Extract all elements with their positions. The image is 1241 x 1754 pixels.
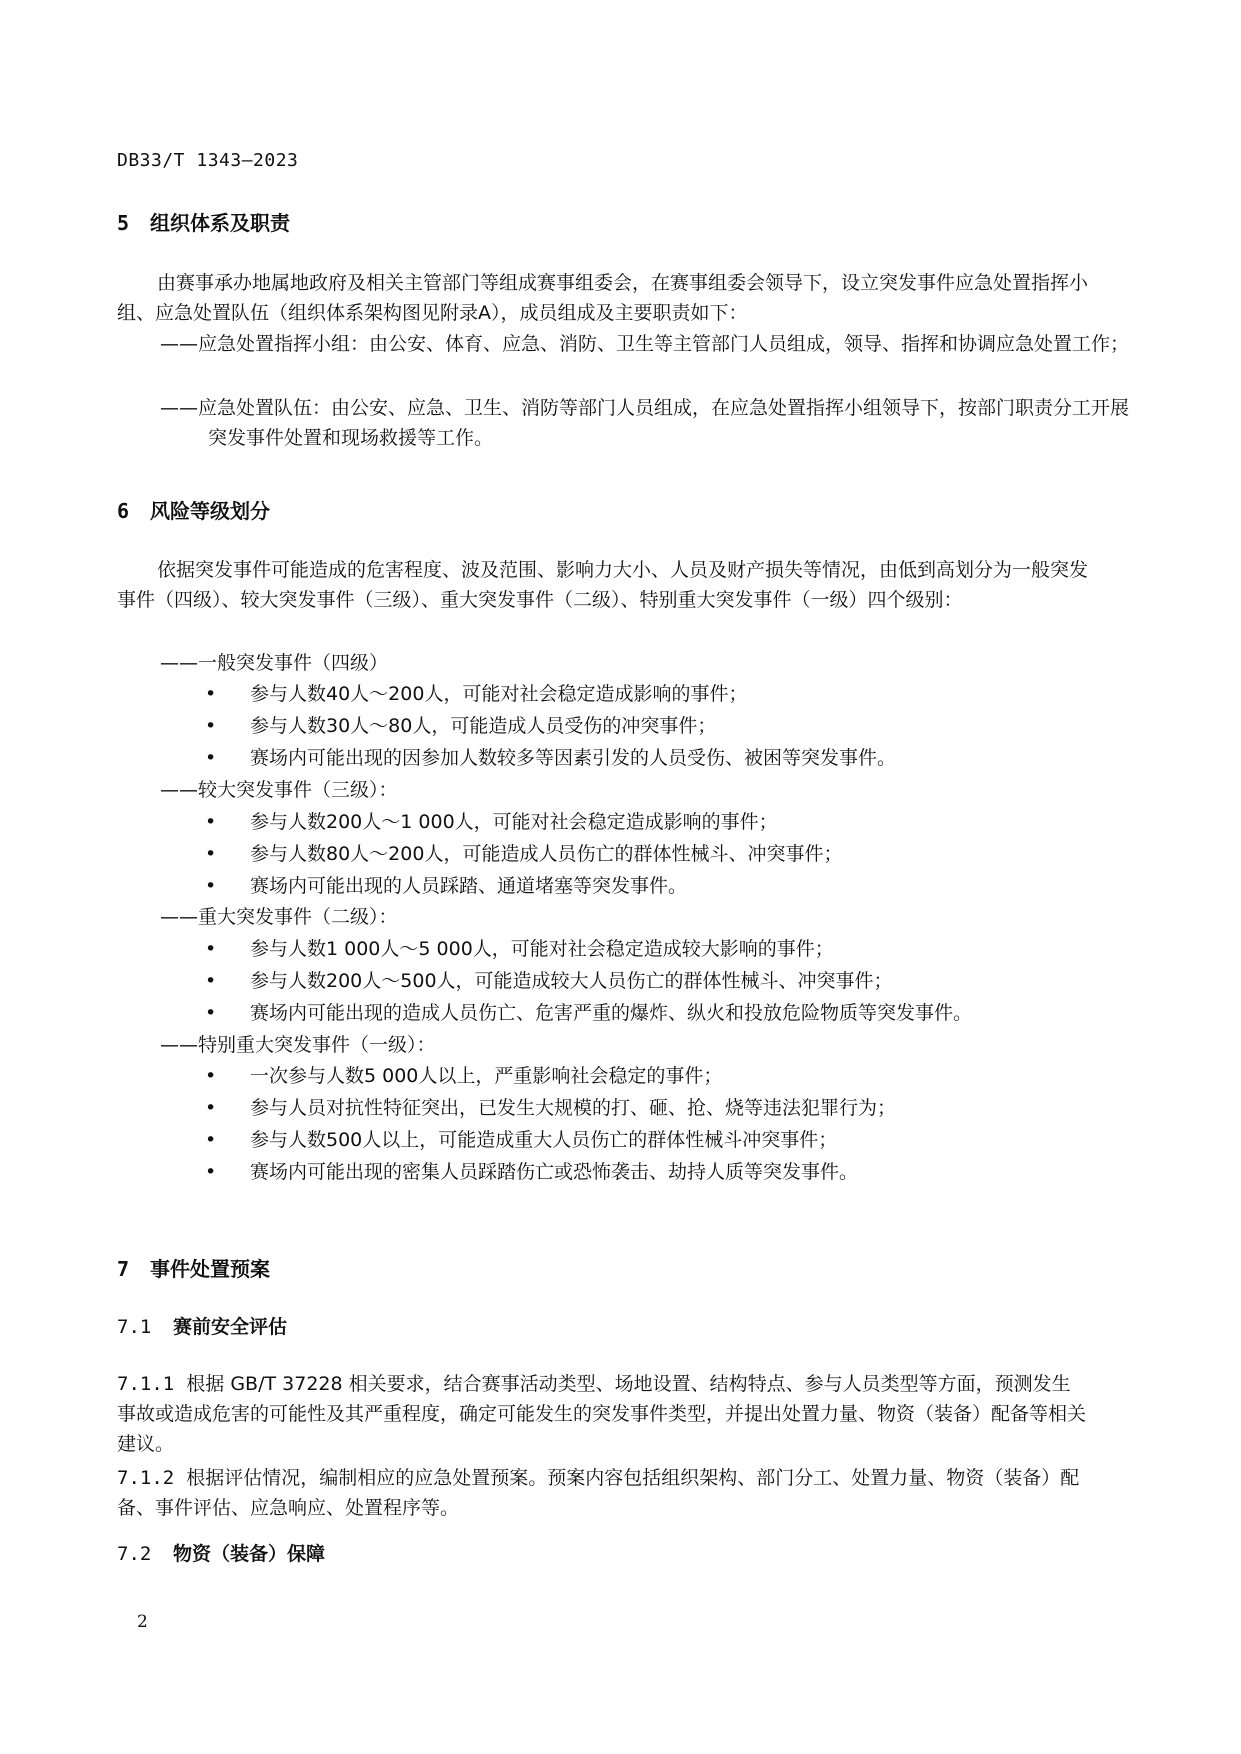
list-item: • 一次参与人数5 000人以上，严重影响社会稳定的事件； xyxy=(205,1061,1085,1093)
section-number: 7 xyxy=(117,1257,130,1281)
list-item: • 参与人员对抗性特征突出，已发生大规模的打、砸、抢、烧等违法犯罪行为； xyxy=(205,1093,1085,1125)
section-title: 组织体系及职责 xyxy=(150,211,290,235)
list-item: • 参与人数1 000人～5 000人，可能对社会稳定造成较大影响的事件； xyxy=(205,934,1085,966)
list-item: • 参与人数40人～200人，可能对社会稳定造成影响的事件； xyxy=(205,679,1085,711)
section-6-heading xyxy=(117,495,270,524)
bullet-icon: • xyxy=(205,875,217,897)
bullet-icon: • xyxy=(205,970,217,992)
bullet-icon: • xyxy=(205,843,217,865)
subsection-title: 赛前安全评估 xyxy=(173,1316,288,1338)
list-item: • 赛场内可能出现的因参加人数较多等因素引发的人员受伤、被困等突发事件。 xyxy=(205,743,1085,775)
list-item: • 赛场内可能出现的造成人员伤亡、危害严重的爆炸、纵火和投放危险物质等突发事件。 xyxy=(205,998,1085,1030)
clause-7-1-2 xyxy=(117,1463,1089,1523)
bullet-icon: • xyxy=(205,715,217,737)
list-item: • 参与人数200人～500人，可能造成较大人员伤亡的群体性械斗、冲突事件； xyxy=(205,966,1085,998)
bullet-icon: • xyxy=(205,1065,217,1087)
list-item: • 赛场内可能出现的密集人员踩踏伤亡或恐怖袭击、劫持人质等突发事件。 xyxy=(205,1157,1085,1189)
section-5-heading xyxy=(117,207,290,236)
bullet-icon: • xyxy=(205,1129,217,1151)
bullet-icon: • xyxy=(205,938,217,960)
bullet-icon: • xyxy=(205,811,217,833)
dash-item: ——应急处置指挥小组：由公安、体育、应急、消防、卫生等主管部门人员组成，领导、指挥和协调应急处置工作； xyxy=(160,333,1130,355)
section-number: 5 xyxy=(117,211,130,235)
clause-number: 7.1.1 xyxy=(117,1373,175,1395)
clause-text: 根据评估情况，编制相应的应急处置预案。预案内容包括组织架构、部门分工、处置力量、物资（装备）配备、事件评估、应急响应、处置程序等。 xyxy=(117,1467,1080,1519)
subsection-number: 7.1 xyxy=(117,1316,152,1338)
bullet-list xyxy=(205,1061,1085,1189)
bullet-icon: • xyxy=(205,683,217,705)
clause-7-1-1 xyxy=(117,1369,1089,1459)
clause-number: 7.1.2 xyxy=(117,1467,175,1489)
dash-item: ——应急处置队伍：由公安、应急、卫生、消防等部门人员组成，在应急处置指挥小组领导下，按部门职责分工开展突发事件处置和现场救援等工作。 xyxy=(160,397,1130,449)
list-item: • 参与人数200人～1 000人，可能对社会稳定造成影响的事件； xyxy=(205,807,1085,839)
list-item: • 参与人数30人～80人，可能造成人员受伤的冲突事件； xyxy=(205,711,1085,743)
subsection-7-1-heading xyxy=(117,1312,287,1339)
bullet-list xyxy=(205,679,1085,775)
bullet-icon: • xyxy=(205,1097,217,1119)
clause-text: 根据 GB/T 37228 相关要求，结合赛事活动类型、场地设置、结构特点、参与人员类型等方面，预测发生事故或造成危害的可能性及其严重程度，确定可能发生的突发事件类型，并提出处置力量、物资（装备）配备等相关建议。 xyxy=(117,1373,1087,1455)
section-number: 6 xyxy=(117,499,130,523)
risk-level-label: ——重大突发事件（二级）： xyxy=(160,906,398,928)
page-number: 2 xyxy=(137,1612,148,1632)
list-item: • 参与人数80人～200人，可能造成人员伤亡的群体性械斗、冲突事件； xyxy=(205,839,1085,871)
bullet-list xyxy=(205,807,1085,903)
risk-level-label: ——特别重大突发事件（一级）： xyxy=(160,1034,436,1056)
risk-level-label: ——较大突发事件（三级）： xyxy=(160,779,398,801)
risk-level-label: ——一般突发事件（四级） xyxy=(160,652,389,674)
section-6-paragraph: 依据突发事件可能造成的危害程度、波及范围、影响力大小、人员及财产损失等情况，由低到高划分为一般突发事件（四级）、较大突发事件（三级）、重大突发事件（二级）、特别重大突发事件（一级）四个级别： xyxy=(117,559,1089,611)
section-7-heading xyxy=(117,1253,270,1282)
list-item: • 赛场内可能出现的人员踩踏、通道堵塞等突发事件。 xyxy=(205,871,1085,903)
bullet-icon: • xyxy=(205,1002,217,1024)
subsection-number: 7.2 xyxy=(117,1543,152,1565)
subsection-title: 物资（装备）保障 xyxy=(173,1543,326,1565)
subsection-7-2-heading xyxy=(117,1539,325,1566)
bullet-icon: • xyxy=(205,1161,217,1183)
bullet-icon: • xyxy=(205,747,217,769)
section-5-paragraph: 由赛事承办地属地政府及相关主管部门等组成赛事组委会，在赛事组委会领导下，设立突发事件应急处置指挥小组、应急处置队伍（组织体系架构图见附录A），成员组成及主要职责如下： xyxy=(117,272,1089,324)
bullet-list xyxy=(205,934,1085,1030)
section-title: 事件处置预案 xyxy=(150,1257,270,1281)
list-item: • 参与人数500人以上，可能造成重大人员伤亡的群体性械斗冲突事件； xyxy=(205,1125,1085,1157)
section-title: 风险等级划分 xyxy=(150,499,270,523)
document-id: DB33/T 1343—2023 xyxy=(117,150,299,171)
